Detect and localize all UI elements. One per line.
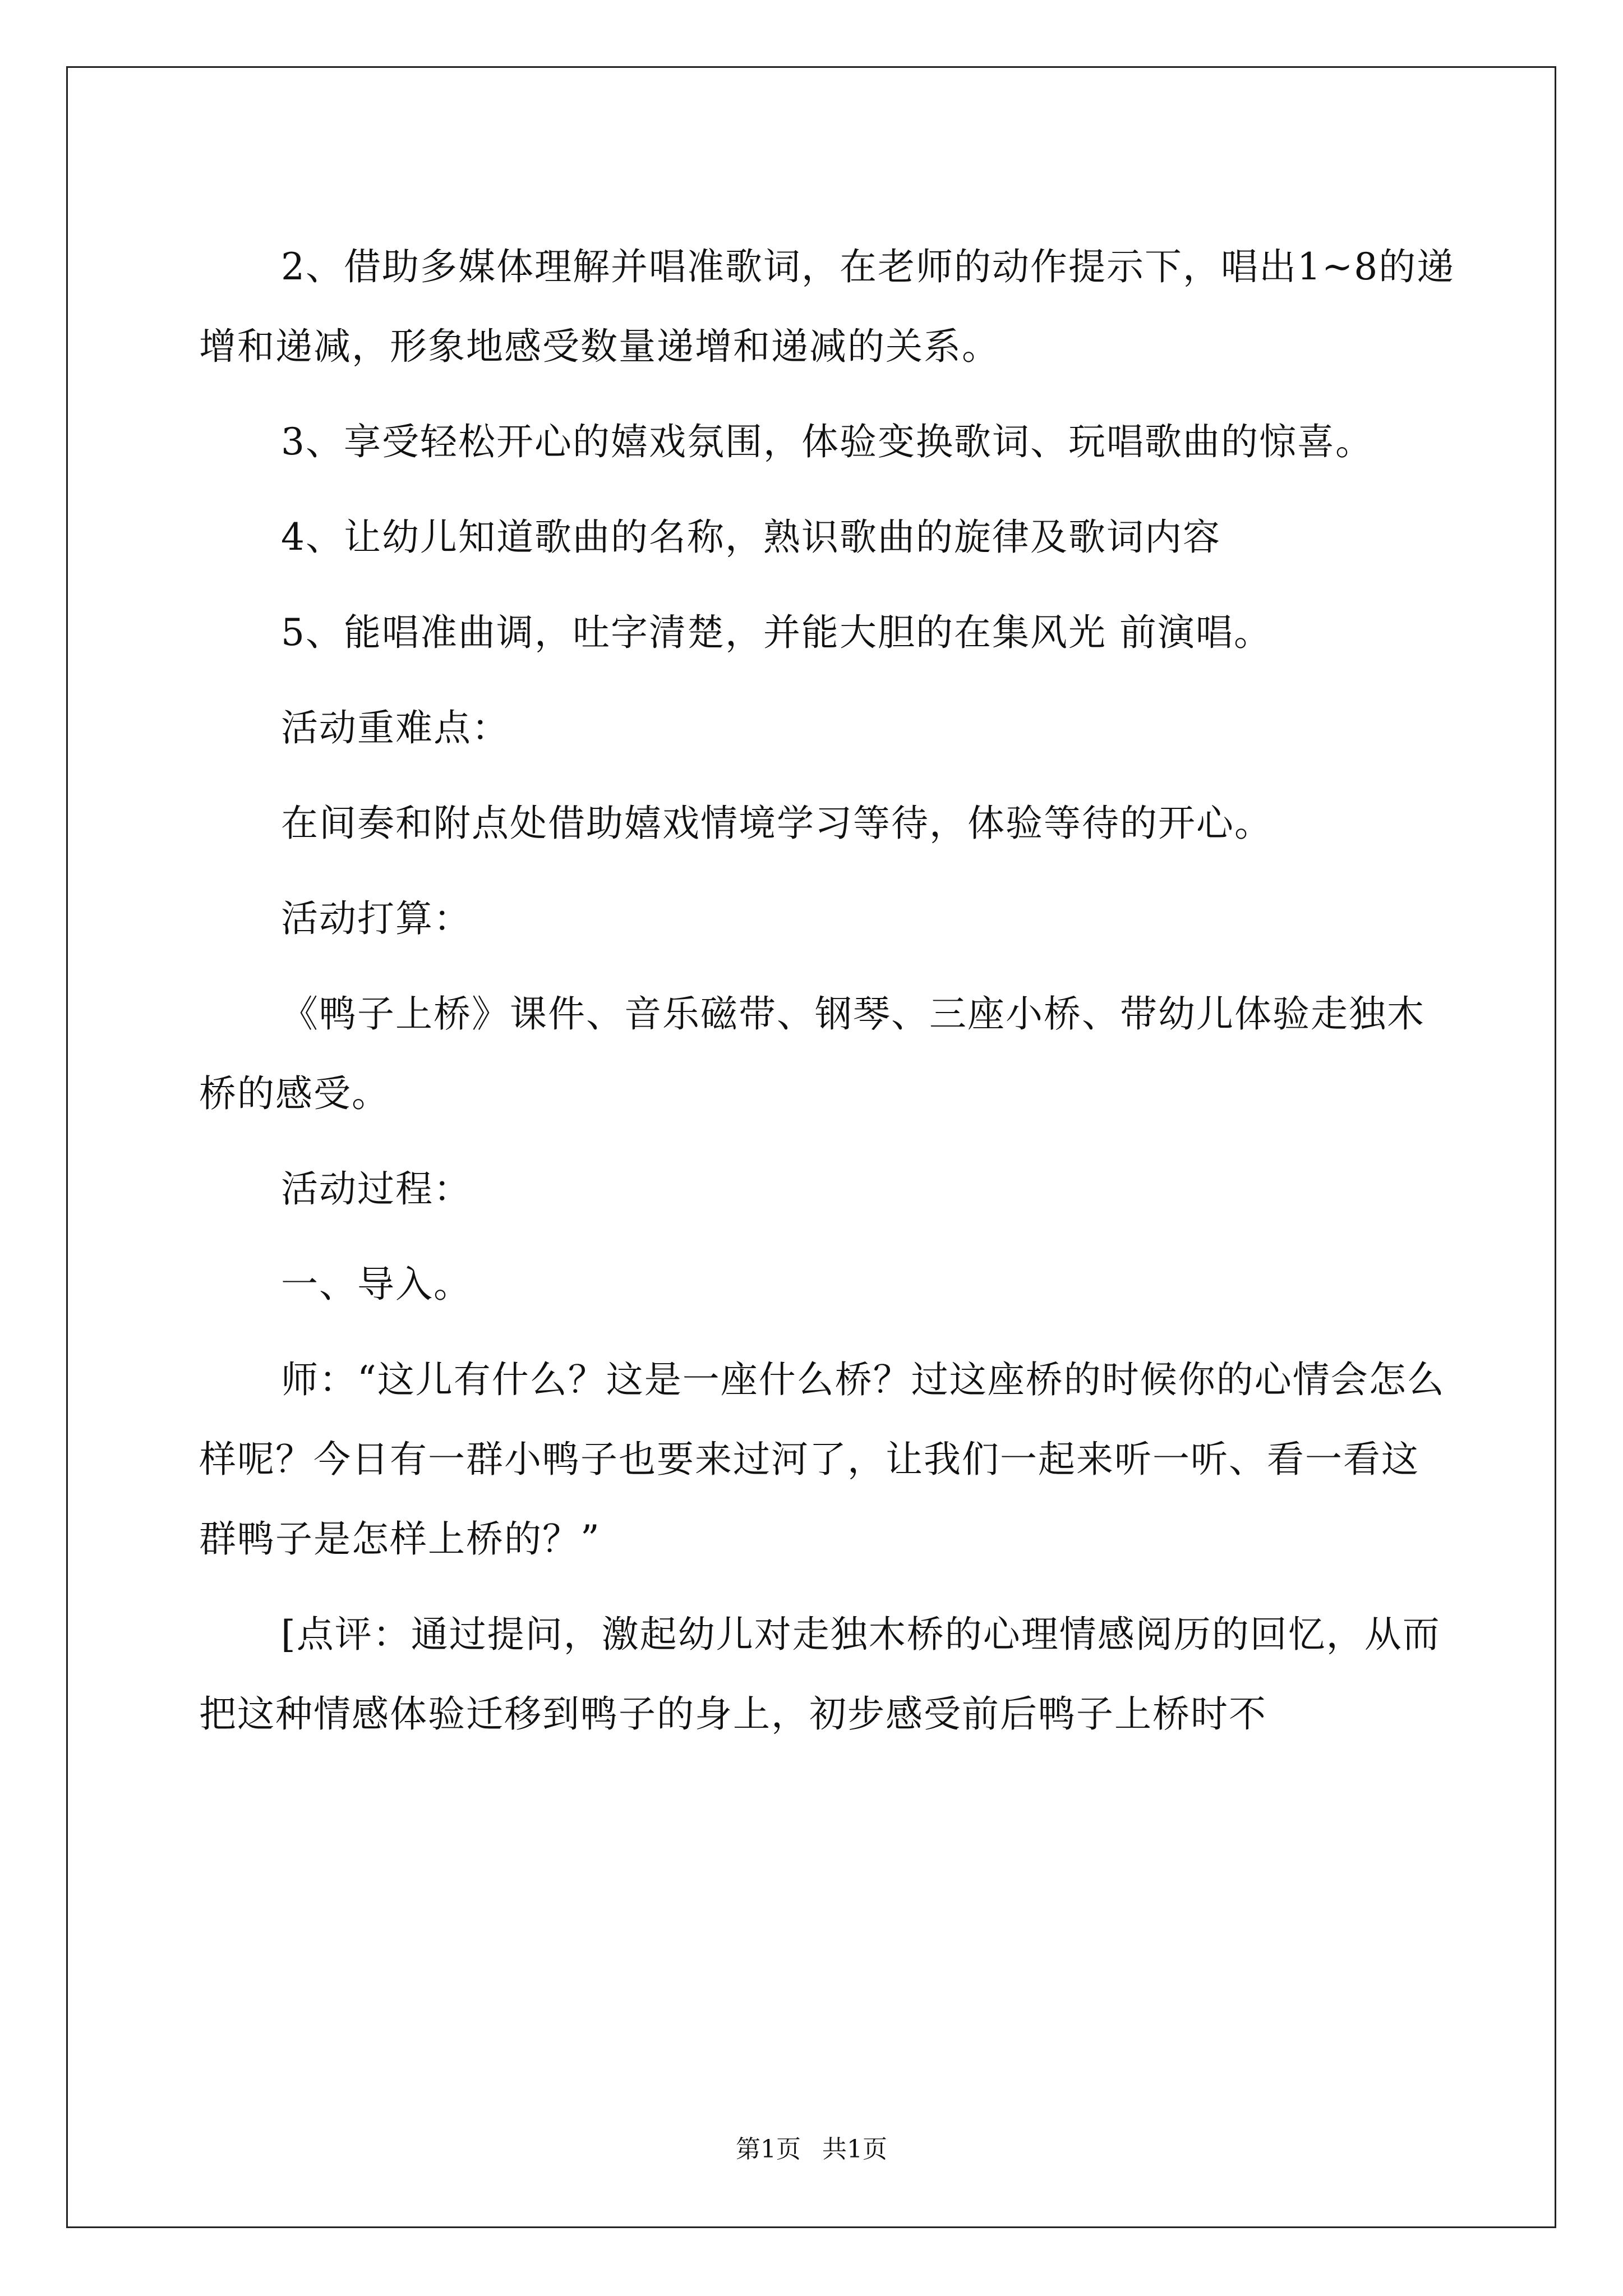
page-footer (0, 2129, 1623, 2165)
paragraph-commentary: [点评：通过提问，激起幼儿对走独木桥的心理情感阅历的回忆，从而把这种情感体验迁移到鸭子的身上，初步感受前后鸭子上桥时不 (199, 1613, 1441, 1736)
paragraph-key-difficulties: 在间奏和附点处借助嬉戏情境学习等待，体验等待的开心。 (281, 802, 1272, 845)
page-total: 共1页 (822, 2135, 887, 2164)
paragraph-goal-5: 5、能唱准曲调，吐字清楚，并能大胆的在集风光 前演唱。 (281, 611, 1272, 654)
document-body (199, 227, 1455, 1770)
paragraph-goal-2: 2、借助多媒体理解并唱准歌词，在老师的动作提示下，唱出1~8的递增和递减，形象地感受数量递增和递减的关系。 (199, 245, 1455, 368)
heading-key-difficulties: 活动重难点： (281, 706, 510, 749)
paragraph-goal-3: 3、享受轻松开心的嬉戏氛围，体验变换歌词、玩唱歌曲的惊喜。 (281, 420, 1373, 463)
paragraph-goal-4: 4、让幼儿知道歌曲的名称，熟识歌曲的旋律及歌词内容 (281, 516, 1221, 559)
page-number: 第1页 (736, 2135, 801, 2164)
heading-introduction: 一、导入。 (281, 1263, 472, 1306)
heading-process: 活动过程： (281, 1167, 472, 1211)
paragraph-preparation: 《鸭子上桥》课件、音乐磁带、钢琴、三座小桥、带幼儿体验走独木桥的感受。 (199, 992, 1425, 1115)
paragraph-teacher-dialogue: 师：“这儿有什么？这是一座什么桥？过这座桥的时候你的心情会怎么样呢？今日有一群小鸭子也要来过河了，让我们一起来听一听、看一看这群鸭子是怎样上桥的？” (199, 1358, 1445, 1561)
heading-preparation: 活动打算： (281, 897, 472, 940)
